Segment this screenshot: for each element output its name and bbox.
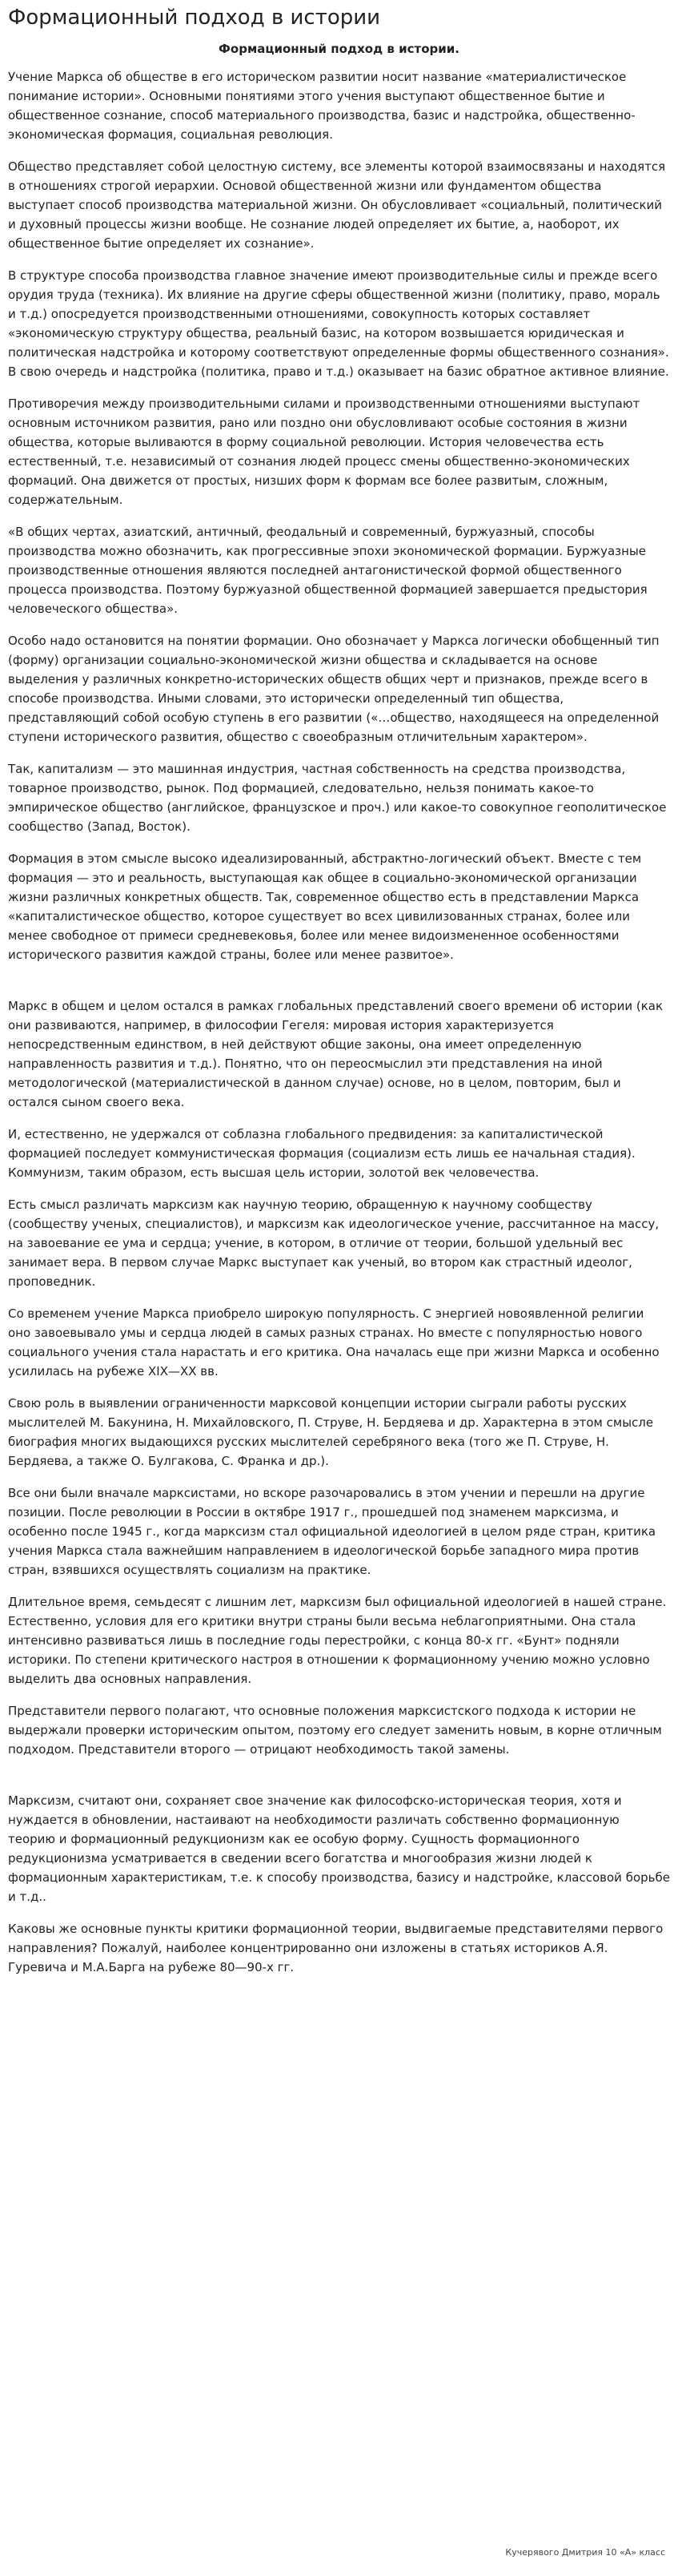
paragraph: Учение Маркса об обществе в его историческом развитии носит название «материалистическое понимание истории». Основными понятиями этого учения выступают общественное бытие и общественное сознание, способ материального производства, базис и надстройка, общественно-экономическая формация, социальная революция. [8, 70, 636, 142]
paragraph: Каковы же основные пункты критики формационной теории, выдвигаемые представителями первого направления? Пожалуй, наиболее концентрированно они изложены в статьях историков А.Я. Гуревича и М.А.Барга на рубеже 80—90-х гг. [8, 1922, 664, 1974]
paragraph: Со временем учение Маркса приобрело широкую популярность. С энергией новоявленной религии оно завоевывало умы и сердца людей в самых разных странах. Но вместе с популярностью нового социального учения стала нарастать и его критика. Она началась еще при жизни Маркса и особенно усилилась на рубеже XIX—XX вв. [8, 1306, 660, 1379]
article-body [8, 67, 670, 1977]
paragraph: Есть смысл различать марксизм как научную теорию, обращенную к научному сообществу (сообществу ученых, специалистов), и марксизм как идеологическое учение, рассчитанное на массу, на завоевание ее ума и сердца; учение, в котором, в отличие от теории, большой удельный вес занимает вера. В первом случае Маркс выступает как ученый, во втором как страстный идеолог, проповедник. [8, 1197, 660, 1289]
paragraph: Марксизм, считают они, сохраняет свое значение как философско-историческая теория, хотя и нуждается в обновлении, настаивают на необходимости различать собственно формационную теорию и формационный редукционизм как ее особую форму. Сущность формационного редукционизма усматривается в сведении всего богатства и многообразия жизни людей к формационным характеристикам, т.е. к способу производства, базису и надстройке, классовой борьбе и т.д.. [8, 1793, 670, 1904]
paragraph: «В общих чертах, азиатский, античный, феодальный и современный, буржуазный, способы производства можно обозначить, как прогрессивные эпохи экономической формации. Буржуазные производственные отношения являются последней антагонистической формой общественного процесса производства. Поэтому буржуазной общественной формацией завершается предыстория человеческого общества». [8, 525, 648, 616]
author-signature: Кучерявого Дмитрия 10 «А» класс [505, 2547, 665, 2558]
page-title: Формационный подход в истории [8, 6, 381, 30]
paragraph: И, естественно, не удержался от соблазна глобального предвидения: за капиталистической формацией последует коммунистическая формация (социализм есть лишь ее начальная стадия). Коммунизм, таким образом, есть высшая цель истории, золотой век человечества. [8, 1127, 636, 1180]
paragraph: Общество представляет собой целостную систему, все элементы которой взаимосвязаны и находятся в отношениях строгой иерархии. Основой общественной жизни или фундаментом общества выступает способ производства материальной жизни. Он обусловливает «социальный, политический и духовный процессы жизни вообще. Не сознание людей определяет их бытие, а, наоборот, их общественное бытие определяет их сознание». [8, 159, 666, 251]
paragraph: Формация в этом смысле высоко идеализированный, абстрактно-логический объект. Вместе с тем формация — это и реальность, выступающая как общее в социально-экономической организации жизни различных конкретных обществ. Так, современное общество есть в представлении Маркса «капиталистическое общество, которое существует во всех цивилизованных странах, более или менее свободное от примеси средневековья, более или менее видоизмененное особенностями исторического развития каждой страны, более или менее развитое». [8, 851, 642, 962]
paragraph: Длительное время, семьдесят с лишним лет, марксизм был официальной идеологией в нашей стране. Естественно, условия для его критики внутри страны были весьма неблагоприятными. Она стала интенсивно развиваться лишь в последние годы перестройки, с конца 80-х гг. «Бунт» подняли историки. По степени критического настроя в отношении к формационному учению можно условно выделить два основных направления. [8, 1595, 667, 1686]
paragraph: Так, капитализм — это машинная индустрия, частная собственность на средства производства, товарное производство, рынок. Под формацией, следовательно, нельзя понимать какое-то эмпирическое общество (английское, французское и проч.) или какое-то совокупное геополитическое сообщество (Запад, Восток). [8, 762, 667, 834]
article-subtitle: Формационный подход в истории. [219, 42, 459, 56]
paragraph: Противоречия между производительными силами и производственными отношениями выступают основным источником развития, рано или поздно они обусловливают особые состояния в жизни общества, которые выливаются в форму социальной революции. История человечества есть естественный, т.е. независимый от сознания людей процесс смены общественно-экономических формаций. Она движется от простых, низших форм к формам все более развитым, сложным, содержательным. [8, 396, 640, 507]
paragraph: Особо надо остановится на понятии формации. Оно обозначает у Маркса логически обобщенный тип (форму) организации социально-экономической жизни общества и складывается на основе выделения у различных конкретно-исторических обществ общих черт и признаков, прежде всего в способе производства. Иными словами, это исторически определенный тип общества, представляющий собой особую ступень в его развитии («…общество, находящееся на определенной ступени исторического развития, общество с своеобразным отличительным характером». [8, 634, 660, 744]
paragraph: Все они были вначале марксистами, но вскоре разочаровались в этом учении и перешли на другие позиции. После революции в России в октябре 1917 г., прошедшей под знаменем марксизма, и особенно после 1945 г., когда марксизм стал официальной идеологией в целом ряде стран, критика учения Маркса стала важнейшим направлением в идеологической борьбе западного мира против стран, взявшихся осуществлять социализм на практике. [8, 1486, 656, 1577]
paragraph: В структуре способа производства главное значение имеют производительные силы и прежде всего орудия труда (техника). Их влияние на другие сферы общественной жизни (политику, право, мораль и т.д.) опосредуется производственными отношениями, совокупность которых составляет «экономическую структуру общества, реальный базис, на котором возвышается юридическая и политическая надстройка и которому соответствуют определенные формы общественного сознания». В свою очередь и надстройка (политика, право и т.д.) оказывает на базис обратное активное влияние. [8, 268, 669, 379]
paragraph: Свою роль в выявлении ограниченности марксовой концепции истории сыграли работы русских мыслителей М. Бакунина, Н. Михайловского, П. Струве, Н. Бердяева и др. Характерна в этом смысле биография многих выдающихся русских мыслителей серебряного века (того же П. Струве, Н. Бердяева, а также О. Булгакова, С. Франка и др.). [8, 1396, 654, 1468]
paragraph: Представители первого полагают, что основные положения марксистского подхода к истории не выдержали проверки историческим опытом, поэтому его следует заменить новым, в корне отличным подходом. Представители второго — отрицают необходимость такой замены. [8, 1704, 662, 1757]
paragraph: Маркс в общем и целом остался в рамках глобальных представлений своего времени об истории (как они развиваются, например, в философии Гегеля: мировая история характеризуется непосредственным единством, в ней действуют общие законы, она имеет определенную направленность развития и т.д.). Понятно, что он переосмыслил эти представления на иной методологической (материалистической в данном случае) основе, но в целом, повторим, был и остался сыном своего века. [8, 999, 664, 1109]
